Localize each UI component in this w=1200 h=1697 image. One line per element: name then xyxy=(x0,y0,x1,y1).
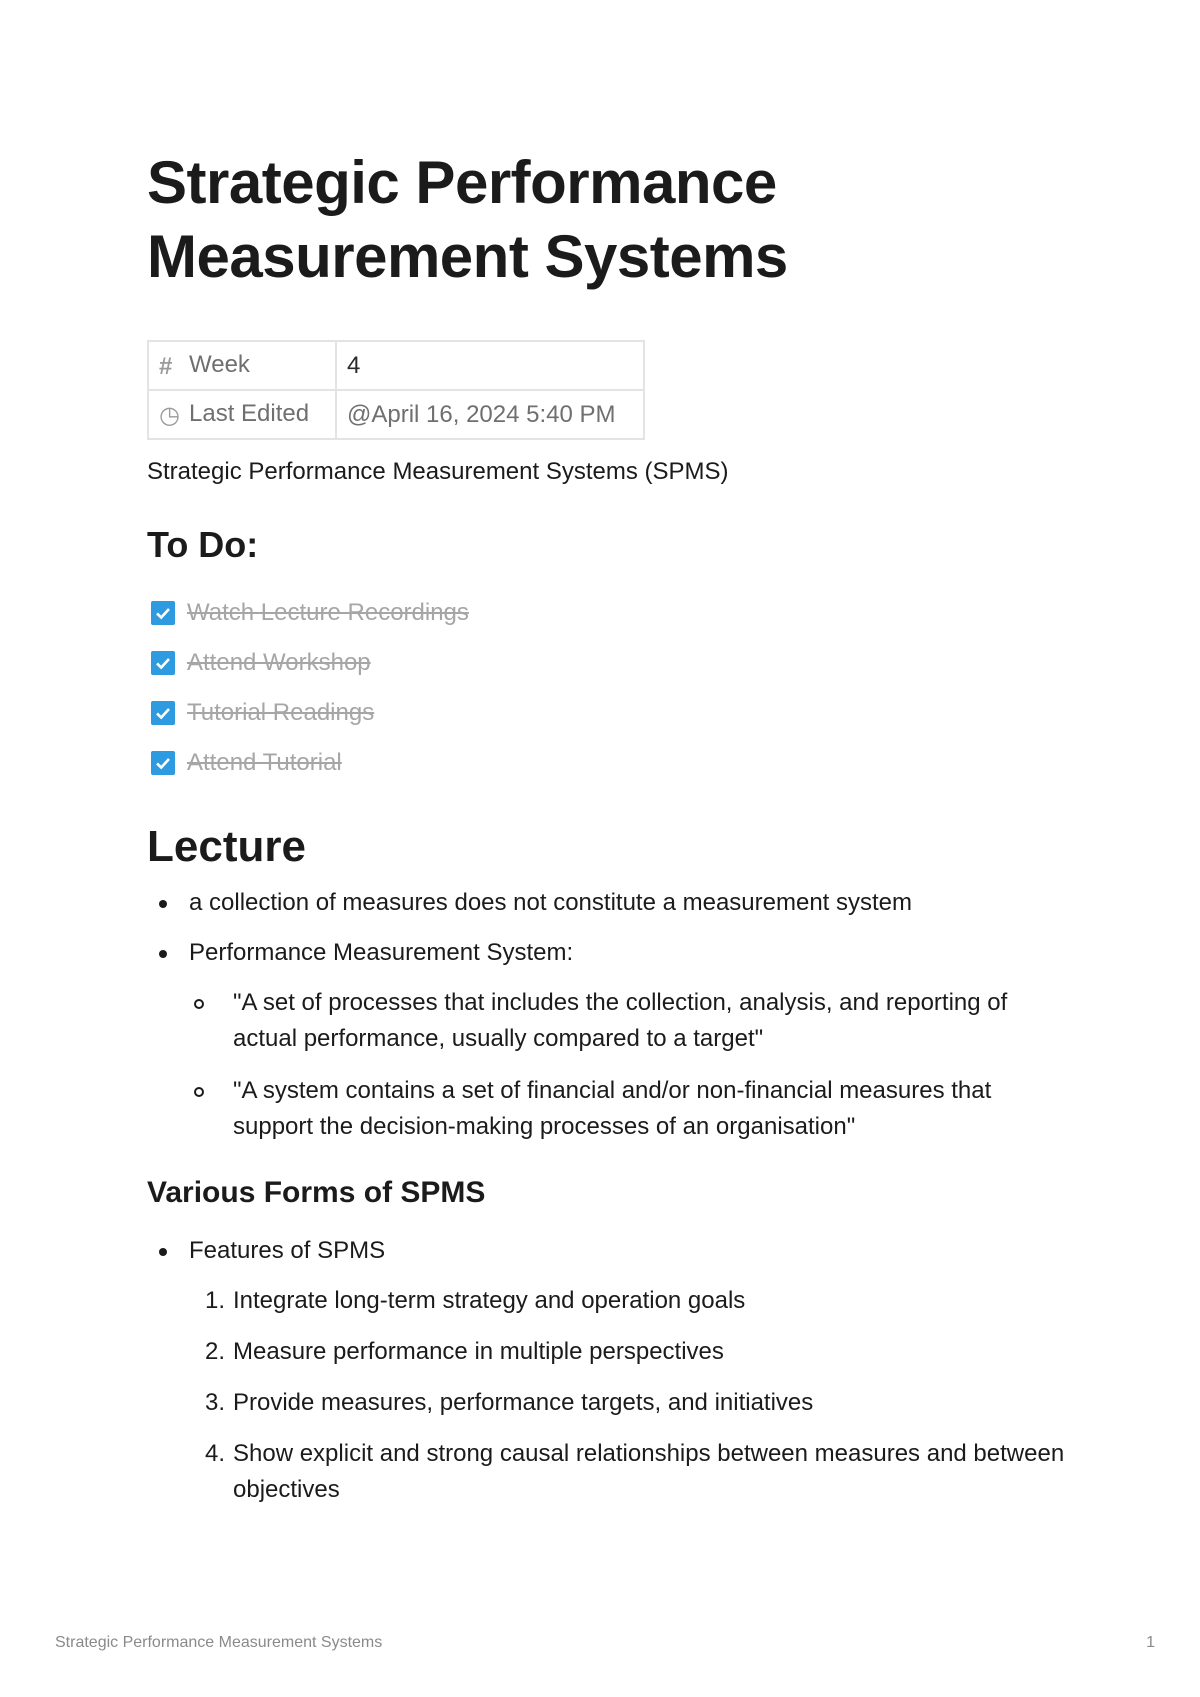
summary-text: Strategic Performance Measurement Systems (SPMS) xyxy=(147,458,729,485)
todo-label: Tutorial Readings xyxy=(187,699,375,726)
todo-item xyxy=(147,738,469,788)
list-item-text: Performance Measurement System: xyxy=(189,939,574,966)
footer-title: Strategic Performance Measurement Systems xyxy=(55,1634,383,1651)
todo-item xyxy=(147,588,469,638)
property-value[interactable]: @April 16, 2024 5:40 PM xyxy=(336,390,644,439)
property-row-last-edited xyxy=(148,390,644,439)
list-item xyxy=(147,1233,1077,1508)
item-text: Provide measures, performance targets, and initiatives xyxy=(233,1389,814,1416)
checkbox-checked-icon[interactable] xyxy=(151,701,175,725)
item-number: 2. xyxy=(204,1338,225,1365)
numbered-item xyxy=(189,1283,1073,1319)
list-item-text: Features of SPMS xyxy=(189,1237,386,1264)
item-text: Measure performance in multiple perspectives xyxy=(233,1338,724,1365)
property-key: Last Edited xyxy=(189,399,310,427)
numbered-item xyxy=(189,1385,1073,1421)
item-text: Show explicit and strong causal relationships between measures and between objectives xyxy=(233,1440,1065,1503)
checkbox-checked-icon[interactable] xyxy=(151,651,175,675)
forms-heading: Various Forms of SPMS xyxy=(147,1176,486,1209)
sub-list-item: "A set of processes that includes the collection, analysis, and reporting of actual performance, usually compared to a target" xyxy=(189,985,1073,1057)
item-number: 1. xyxy=(204,1287,225,1314)
todo-item xyxy=(147,688,469,738)
property-key: Week xyxy=(189,350,250,378)
page-number: 1 xyxy=(1146,1634,1155,1651)
page-title: Strategic Performance Measurement Systems xyxy=(147,149,788,290)
todo-item xyxy=(147,638,469,688)
todo-heading: To Do: xyxy=(147,524,259,565)
item-number: 3. xyxy=(204,1389,225,1416)
todo-label: Watch Lecture Recordings xyxy=(187,599,469,626)
numbered-list xyxy=(189,1283,1077,1508)
property-row-week xyxy=(148,341,644,390)
todo-label: Attend Tutorial xyxy=(187,749,342,776)
item-text: Integrate long-term strategy and operation goals xyxy=(233,1287,746,1314)
hash-icon: # xyxy=(159,352,173,380)
lecture-heading: Lecture xyxy=(147,822,306,871)
sub-list xyxy=(189,985,1077,1145)
checkbox-checked-icon[interactable] xyxy=(151,601,175,625)
list-item xyxy=(147,935,1077,1145)
todo-label: Attend Workshop xyxy=(187,649,371,676)
checkbox-checked-icon[interactable] xyxy=(151,751,175,775)
property-value[interactable]: 4 xyxy=(336,341,644,390)
todo-list xyxy=(147,588,469,788)
lecture-list xyxy=(147,885,1077,1161)
properties-table xyxy=(147,340,645,440)
clock-icon: ◷ xyxy=(159,401,180,429)
numbered-item xyxy=(189,1334,1073,1370)
item-number: 4. xyxy=(204,1440,225,1467)
forms-list xyxy=(147,1233,1077,1523)
numbered-item xyxy=(189,1436,1073,1508)
sub-list-item: "A system contains a set of financial and/or non-financial measures that support the decision-making processes of an organisation" xyxy=(189,1073,1073,1145)
list-item: a collection of measures does not constitute a measurement system xyxy=(147,885,1077,921)
